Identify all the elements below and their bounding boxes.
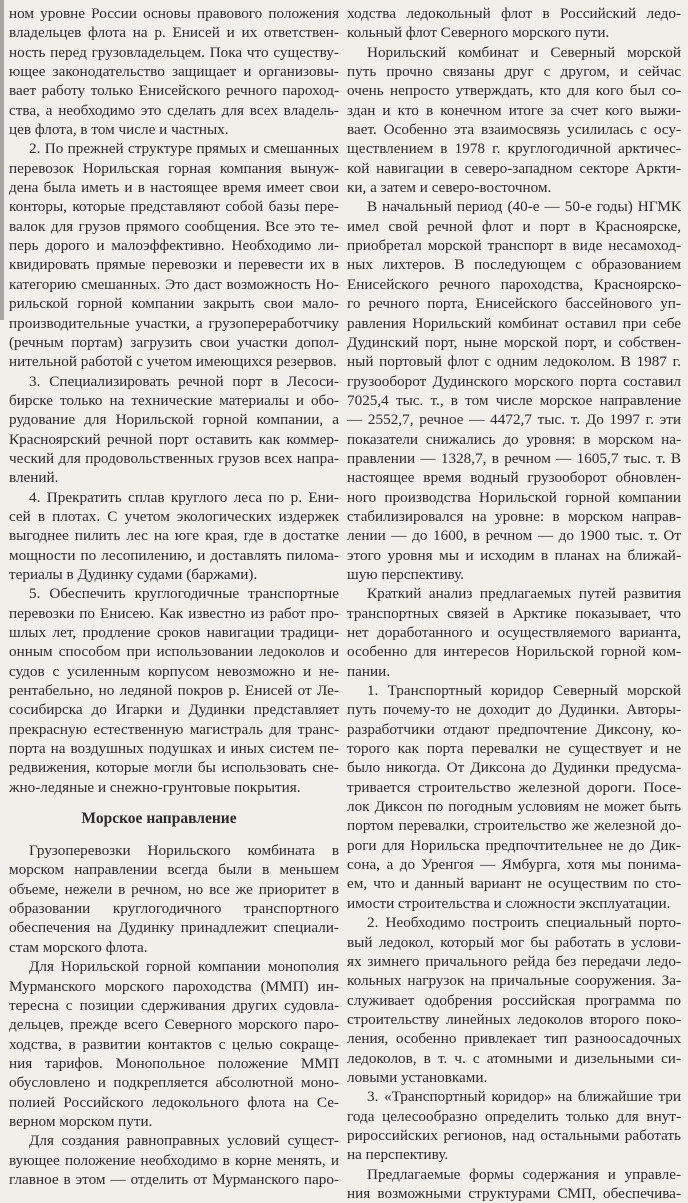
text-line: рироссийских регионов, над остальными работать	[347, 1126, 681, 1144]
text-line: дена была иметь и в настоящее время имеет свои	[9, 179, 339, 197]
text-line: перевозки по Енисею. Как известно из работ про-	[9, 604, 339, 622]
text-line: Грузоперевозки Норильского комбината в	[29, 842, 339, 860]
text-line: рудование для Норильской горной компании, а	[9, 411, 339, 429]
text-line: верном морском пути.	[9, 1112, 153, 1130]
right-column	[347, 4, 681, 1203]
text-line: ледоколов, в т. ч. с атомными и дизельными си-	[347, 1049, 681, 1067]
spacer	[9, 831, 339, 841]
text-line: было никогда. От Диксона до Дудинки предусма-	[347, 759, 681, 777]
text-line: ния возможными структурами СМП, обеспечива-	[347, 1184, 681, 1202]
text-line: выгоднее пилить лес на юге края, где в достатке	[9, 527, 339, 545]
paragraph	[347, 681, 681, 913]
text-line: тересна с позиции сдерживания других судовла-	[9, 996, 339, 1014]
paragraph	[9, 1131, 339, 1189]
text-line: ществлением в 1978 г. круглогодичной арктичес-	[347, 140, 681, 158]
paragraph	[347, 1087, 681, 1164]
paragraph	[9, 584, 339, 797]
text-line: ства, а необходимо это сделать для всех владель-	[9, 101, 339, 119]
text-line: путь прочно связаны друг с другом, и сейчас	[347, 63, 681, 81]
text-line: конторы, которые представляют собой базы пере-	[9, 198, 339, 216]
text-line: бирске только на технические материалы и обо-	[9, 391, 339, 409]
text-line: портом перевалки, строительство же железной до-	[347, 817, 681, 835]
paragraph	[347, 913, 681, 1087]
text-line: 2. Необходимо построить специальный порто-	[367, 914, 681, 932]
text-line: Красноярский речной порт оставить как коммер-	[9, 430, 339, 448]
text-line: ем, что и данный вариант не осуществим по сто-	[347, 875, 681, 893]
text-line: сона, а до Уренгоя — Ямбурга, хотя мы понима-	[347, 856, 681, 874]
text-line: ющее законодательство защищает и организовы-	[9, 63, 339, 81]
text-line: перь дорого и малоэффективно. Необходимо ли-	[9, 237, 339, 255]
text-line: кольных нагрузок на причальные сооружения. За-	[347, 972, 681, 990]
text-line: настоящее время водный грузооборот обновлен-	[347, 469, 681, 487]
paragraph	[347, 43, 681, 198]
text-line: 3. Специализировать речной порт в Лесоси-	[29, 372, 339, 390]
text-line: вующее положение необходимо в корне менять, и	[9, 1151, 339, 1169]
text-line: очень непросто утверждать, кто для кого был со-	[347, 82, 681, 100]
paragraph	[347, 4, 681, 43]
text-line: ях зимнего причального рейда без передачи ледо-	[347, 952, 681, 970]
text-line: вает работу только Енисейского речного пароход-	[9, 82, 339, 100]
text-line: Для Норильской горной компании монополия	[29, 958, 339, 976]
text-line: жно-ледяные и снежно-грунтовые покрытия.	[9, 778, 301, 796]
text-line: вый ледокол, который мог бы работать в услови-	[347, 933, 681, 951]
text-line: роги для Норильска предпочтительнее не до Дик-	[347, 836, 681, 854]
text-line: дельцев, прежде всего Северного морского паро-	[9, 1016, 339, 1034]
text-line: года целесообразно определить только для внут-	[347, 1107, 681, 1125]
text-line: кольный флот Северного морского пути.	[347, 24, 610, 42]
text-line: Для создания равноправных условий сущест-	[29, 1132, 339, 1150]
text-line: обусловлено и подкрепляется абсолютной моно-	[9, 1074, 339, 1092]
text-line: правлении — 1328,7, в речном — 1605,7 тыс. т. В	[347, 449, 681, 467]
text-line: нет доработанного и осуществляемого варианта,	[347, 624, 681, 641]
paragraph	[9, 488, 339, 585]
text-line: морском направлении всегда были в меньшем	[9, 861, 339, 879]
text-line: производительные участки, а грузопереработчику	[9, 314, 339, 332]
text-line: торого как порта перевалки не существует и не	[347, 740, 681, 758]
text-line: онным способом при использовании ледоколов и	[9, 643, 339, 661]
text-line: Предлагаемые формы содержания и управле-	[367, 1165, 681, 1183]
text-line: териалы в Дудинку судами (баржами).	[9, 565, 258, 583]
text-line: пании.	[347, 662, 391, 680]
text-line: 4. Прекратить сплав круглого леса по р. Ени-	[29, 488, 339, 506]
paragraph	[347, 1165, 681, 1203]
paragraph	[9, 4, 339, 139]
text-line: ки, а затем и северо-восточном.	[347, 179, 552, 197]
text-line: влений.	[9, 469, 59, 487]
text-line: мощности по лесопилению, и доставлять пилома-	[9, 546, 339, 564]
text-line: ления, особенно привлекает тип разноосадочных	[347, 1030, 681, 1048]
text-line: Дудинский порт, ныне морской порт, и собствен-	[347, 333, 681, 351]
paragraph	[9, 841, 339, 957]
text-line: здан и кто в конечном итоге за счет кого выжи-	[347, 101, 681, 119]
paragraph	[347, 584, 681, 681]
text-line: главное в этом — отделить от Мурманского паро-	[9, 1170, 339, 1188]
text-line: показатели снижались до уровня: в морском на-	[347, 430, 681, 448]
text-line: перевозок Норильская горная компания вынуж-	[9, 159, 339, 177]
spacer	[9, 797, 339, 807]
text-line: квидировать прямые перевозки и перевести их в	[9, 256, 339, 274]
text-line: прекрасную естественную магистраль для транс-	[9, 720, 339, 738]
text-line: ходства ледокольный флот в Российский ледо-	[347, 5, 681, 22]
text-line: служивает одобрения российская программа по	[347, 991, 681, 1009]
text-line: кой навигации в северо-западном секторе Аркти-	[347, 159, 681, 177]
text-line: транспортных связей в Арктике показывает, что	[347, 604, 681, 622]
text-line: имости строительства и сложности эксплуатации.	[347, 894, 671, 912]
text-line: особенно для интересов Норильской горной ком-	[347, 643, 681, 661]
text-line: категорию смешанных. Это даст возможность Но-	[9, 275, 339, 293]
text-line: цев флота, в том числе и частных.	[9, 121, 229, 139]
paragraph	[9, 957, 339, 1131]
text-line: равления Норильский комбинат оставил при себе	[347, 314, 681, 332]
paragraph	[9, 372, 339, 488]
text-line: порта на воздушных подушках и иных систем пе-	[9, 740, 339, 758]
text-line: приобретал морской транспорт в виде несамоход-	[347, 237, 681, 255]
text-line: лении — до 1600, в речном — до 1900 тыс. т. От	[347, 527, 681, 545]
text-line: ния тарифов. Монопольное положение ММП	[9, 1054, 339, 1072]
text-line: го речного порта, Енисейского бассейнового уп-	[347, 295, 681, 313]
text-line: ного производства Норильской горной компании	[347, 488, 681, 506]
text-line: рильской горной компании закрыть свои мало-	[9, 295, 339, 313]
text-line: ходства, в развитии контактов с целью сокраще-	[9, 1035, 339, 1053]
text-line: вает. Особенно эта взаимосвязь усилилась с осу-	[347, 121, 681, 139]
text-line: ность перед грузовладельцем. Пока что существу-	[9, 43, 339, 61]
text-line: рентабельно, но ледяной покров р. Енисей от Ле-	[9, 682, 339, 700]
text-line: ный портовый флот с одним ледоколом. В 1987 г.	[347, 353, 681, 371]
text-line: валок для грузов прямого сообщения. Все это те-	[9, 217, 339, 235]
text-line: ных лихтеров. В последующем с образованием	[347, 256, 681, 274]
text-line: 7025,4 тыс. т., в том числе морское направление	[347, 391, 681, 409]
text-line: шую перспективу.	[347, 565, 464, 583]
text-line: нительной работой с учетом имеющихся резервов.	[9, 353, 337, 371]
text-line: обеспечения на Дудинку принадлежит специали-	[9, 919, 339, 937]
text-line: Енисейского речного пароходства, Красноярско-	[347, 275, 681, 293]
text-line: владельцев флота на р. Енисей и их ответствен-	[9, 24, 339, 42]
text-line: образовании круглогодичного транспортного	[9, 900, 339, 918]
text-line: судов с усиленным корпусом невозможно и не-	[9, 662, 339, 680]
text-line: сосибирска до Игарки и Дудинки представляет	[9, 701, 339, 719]
text-line: лок Диксон по погодным условиям не может быть	[347, 798, 681, 816]
text-line: на перспективу.	[347, 1146, 449, 1164]
text-line: ном уровне России основы правового положения	[9, 5, 339, 22]
text-line: полией Российского ледокольного флота на Се-	[9, 1093, 339, 1111]
text-line: путь почему-то не доходит до Дудинки. Авторы-	[347, 701, 681, 719]
text-line: редвижения, которые могли бы использовать сне-	[9, 759, 339, 777]
text-line: 1. Транспортный коридор Северный морской	[367, 682, 681, 700]
text-line: этого уровня мы и исходим в планах на ближай-	[347, 546, 681, 564]
text-line: ловыми установками.	[347, 1068, 488, 1086]
text-line: стабилизировался на уровне: в морском направ-	[347, 507, 681, 525]
paragraph	[347, 197, 681, 584]
text-line: 5. Обеспечить круглогодичные транспортные	[29, 585, 339, 603]
text-line: 3. «Транспортный коридор» на ближайшие три	[367, 1088, 681, 1106]
text-line: ческий для продовольственных грузов всех напра-	[9, 449, 339, 467]
text-line: строительству линейных ледоколов второго поко-	[347, 1010, 681, 1028]
text-line: В начальный период (40-е — 50-е годы) НГМК	[367, 198, 681, 216]
text-line: шлых лет, продление сроков навигации традици-	[9, 624, 339, 641]
text-line: сей в плотах. С учетом экологических издержек	[9, 507, 339, 525]
text-line: грузооборот Дудинского морского порта составил	[347, 372, 681, 390]
text-line: объеме, нежели в речном, но все же приоритет в	[9, 880, 339, 898]
section-heading: Морское направление	[81, 810, 237, 828]
text-line: имел свой речной флот и порт в Красноярске,	[347, 217, 681, 235]
paragraph	[9, 139, 339, 371]
text-line: Норильский комбинат и Северный морской	[367, 43, 681, 61]
page-edge-shadow	[0, 0, 4, 320]
text-line: (речным портам) загрузить свои участки допол-	[9, 333, 339, 351]
text-line: 2. По прежней структуре прямых и смешанных	[29, 140, 339, 158]
text-line: стам морского флота.	[9, 938, 148, 956]
text-line: разработчики отдают предпочтение Диксону, ко-	[347, 720, 681, 738]
text-line: Краткий анализ предлагаемых путей развития	[367, 585, 681, 603]
text-line: — 2552,7, речное — 4472,7 тыс. т. До 1997 г. эти	[347, 411, 681, 429]
left-column	[9, 4, 339, 1189]
text-line: тривается строительство железной дороги. Посе-	[347, 778, 681, 796]
text-line: Мурманского морского пароходства (ММП) ин-	[9, 977, 339, 995]
